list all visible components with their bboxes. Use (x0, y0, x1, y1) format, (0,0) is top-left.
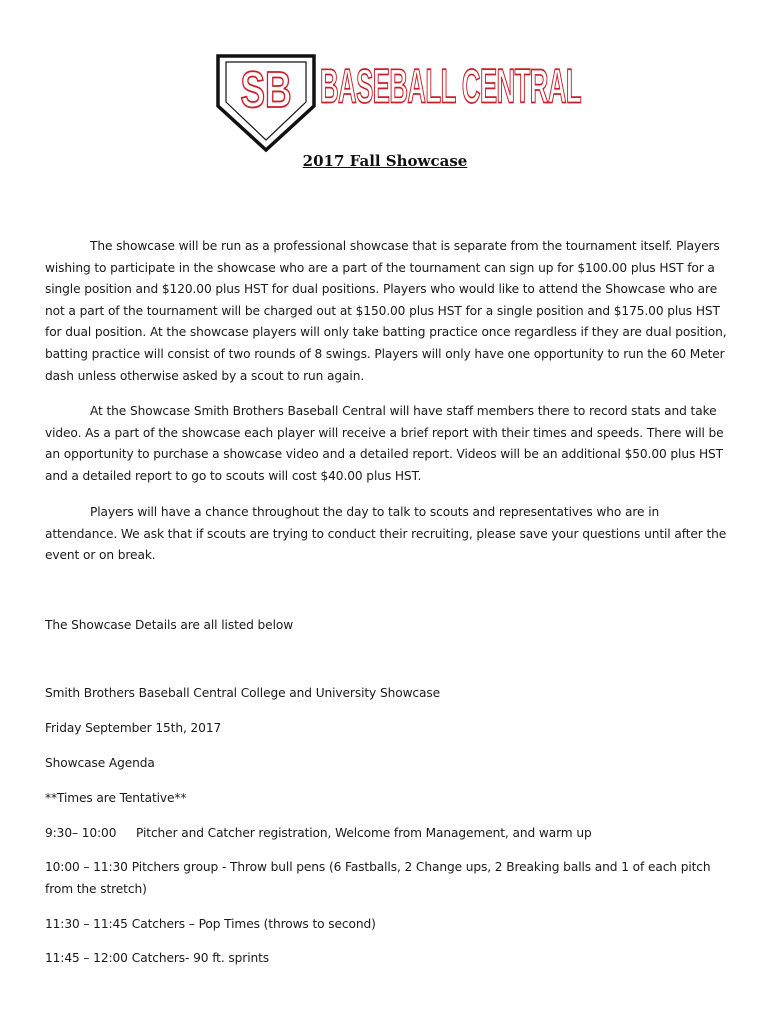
schedule-time: 11:45 – 12:00 (45, 951, 128, 965)
details-intro: The Showcase Details are all listed below (45, 618, 294, 632)
schedule-activity: Pitchers group - Throw bull pens (6 Fastballs, 2 Change ups, 2 Breaking balls and 1 of each pitch from the stretch) (45, 860, 711, 896)
schedule-time: 10:00 – 11:30 (45, 860, 128, 874)
schedule-activity: Catchers – Pop Times (throws to second) (131, 917, 376, 931)
agenda-note: **Times are Tentative** (45, 791, 187, 805)
schedule-time: 11:30 – 11:45 (45, 917, 128, 931)
schedule-item (45, 857, 735, 900)
baseball-central-logo (216, 52, 582, 156)
schedule-item (45, 948, 735, 970)
agenda-heading: Showcase Agenda (45, 756, 155, 770)
schedule-time: 9:30– 10:00 (45, 826, 117, 840)
paragraph-staff-video: At the Showcase Smith Brothers Baseball Central will have staff members there to record stats and take video. As a part of the showcase each player will receive a brief report with their times and speeds. There will be an opportunity to purchase a showcase video and a detailed report. Videos will be an additional $50.00 plus HST and a detailed report to go to scouts will cost $40.00 plus HST. (45, 404, 724, 483)
paragraph-pricing: The showcase will be run as a professional showcase that is separate from the tournament itself. Players wishing to participate in the showcase who are a part of the tournament can sign up for $100.00 plus HST for a single position and $120.00 plus HST for dual positions. Players who would like to attend the Showcase who are not a part of the tournament will be charged out at $150.00 plus HST for a single position and $175.00 plus HST for dual position. At the showcase players will only take batting practice once regardless if they are dual position, batting practice will consist of two rounds of 8 swings. Players will only have one opportunity to run the 60 Meter dash unless otherwise asked by a scout to run again. (45, 239, 727, 383)
logo-wordmark: BASEBALL CENTRAL (320, 58, 582, 113)
event-name: Smith Brothers Baseball Central College and University Showcase (45, 686, 441, 700)
paragraph-scouts: Players will have a chance throughout the day to talk to scouts and representatives who are in attendance. We ask that if scouts are trying to conduct their recruiting, please save your questions until after the event or on break. (45, 505, 727, 563)
event-date: Friday September 15th, 2017 (45, 721, 222, 735)
schedule-activity: Catchers- 90 ft. sprints (131, 951, 270, 965)
logo-monogram: SB (240, 62, 292, 119)
schedule-activity: Pitcher and Catcher registration, Welcome from Management, and warm up (136, 826, 592, 840)
schedule-item (45, 823, 735, 845)
schedule-item (45, 914, 735, 936)
page-title: 2017 Fall Showcase (302, 152, 468, 170)
home-plate-icon (216, 52, 320, 156)
